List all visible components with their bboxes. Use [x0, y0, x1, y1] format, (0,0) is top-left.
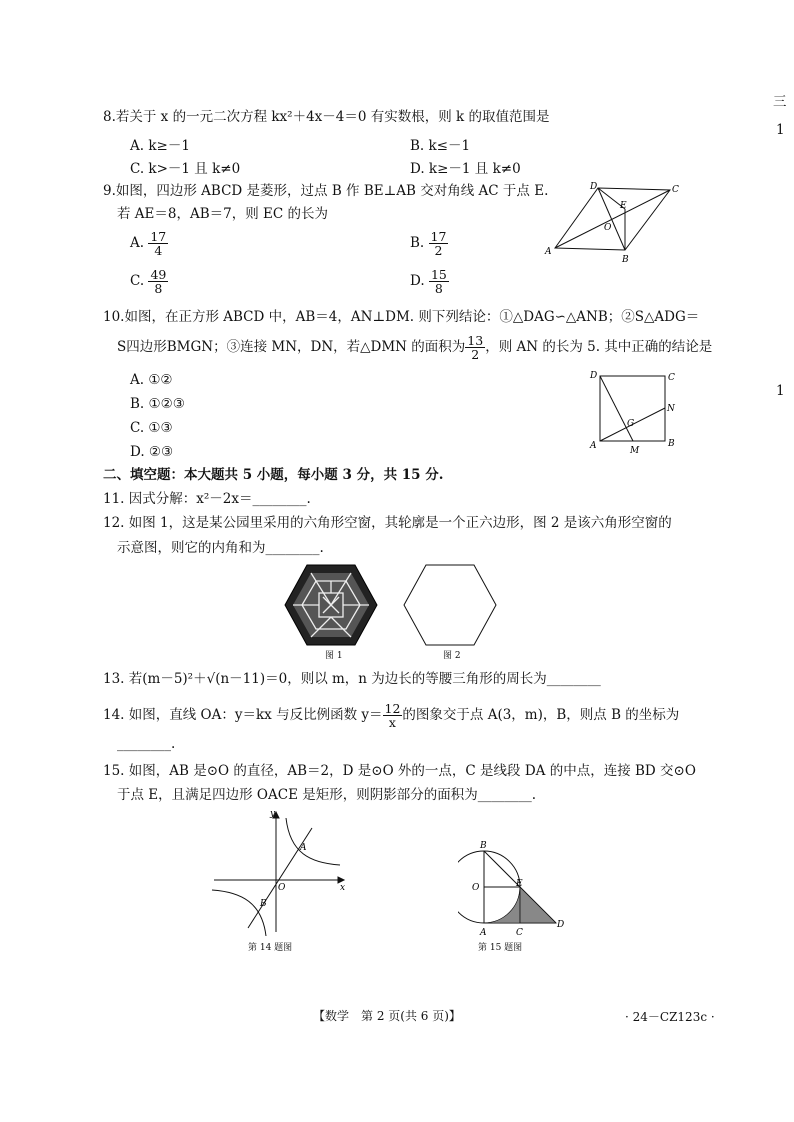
- q14-numerator: 12: [384, 701, 401, 716]
- q9-option-a-letter: A.: [130, 235, 145, 251]
- q14-graph-figure: [210, 808, 350, 936]
- q10-option-a: A. ①②: [130, 372, 173, 388]
- q11-stem: 11. 因式分解：x²－2x＝________.: [103, 491, 311, 507]
- q10-label-a: A: [590, 441, 597, 451]
- q9-option-b: [410, 230, 448, 257]
- q9-option-b-letter: B.: [410, 235, 425, 251]
- q9-option-c: [130, 268, 168, 295]
- q15-label-e: E: [516, 879, 523, 889]
- q12-figure-2-caption: 图 2: [443, 651, 461, 661]
- q14-label-a: A: [300, 843, 307, 853]
- q14-label-x: x: [340, 883, 346, 893]
- page-footer-center: 【数学 第 2 页(共 6 页)】: [313, 1009, 461, 1023]
- q10-stem-line1: 10.如图，在正方形 ABCD 中，AB＝4，AN⊥DM. 则下列结论：①△DAG∽△ANB；②S△ADG＝: [103, 309, 700, 325]
- q10-area-denominator: 2: [471, 347, 480, 362]
- q14-stem-line2: ________.: [117, 736, 176, 752]
- q9-option-a-fraction: [148, 230, 168, 257]
- q13-stem: 13. 若(m－5)²＋√(n－11)＝0，则以 m，n 为边长的等腰三角形的周长为________: [103, 671, 601, 687]
- q9-stem-line2: 若 AE＝8，AB＝7，则 EC 的长为: [117, 206, 329, 222]
- q9-option-a-denominator: 4: [154, 243, 163, 258]
- q8-option-d: D. k≥－1 且 k≠0: [410, 161, 521, 177]
- q10-label-b: B: [668, 439, 675, 449]
- section-2-heading: 二、填空题：本大题共 5 小题，每小题 3 分，共 15 分.: [103, 467, 444, 483]
- q14-label-y: y: [270, 809, 276, 819]
- q15-label-d: D: [557, 920, 565, 930]
- q9-label-a: A: [545, 247, 552, 257]
- q9-label-c: C: [672, 185, 679, 195]
- q15-figure-caption: 第 15 题图: [478, 943, 523, 953]
- margin-char-top: 三: [773, 94, 787, 110]
- q14-figure-caption: 第 14 题图: [248, 943, 293, 953]
- q9-option-c-letter: C.: [130, 273, 145, 289]
- q12-stem-line1: 12. 如图 1，这是某公园里采用的六角形空窗，其轮廓是一个正六边形，图 2 是该六角形空窗的: [103, 515, 672, 531]
- q14-stem-part1: 14. 如图，直线 OA：y＝kx 与反比例函数 y＝: [103, 707, 383, 723]
- q10-label-g: G: [627, 419, 635, 429]
- q9-rhombus-figure: [540, 178, 680, 263]
- q9-option-d-numerator: 15: [430, 267, 447, 282]
- q14-stem-line1: [103, 702, 679, 729]
- q9-option-d-fraction: [429, 268, 449, 295]
- q8-stem: 8.若关于 x 的一元二次方程 kx²＋4x－4＝0 有实数根，则 k 的取值范围是: [103, 109, 550, 125]
- q9-option-b-denominator: 2: [434, 243, 443, 258]
- q9-option-a-numerator: 17: [150, 229, 167, 244]
- q10-area-fraction: [465, 334, 485, 361]
- q10-stem-line2-part1: S四边形BMGN；③连接 MN，DN，若△DMN 的面积为: [117, 339, 466, 355]
- q15-label-b: B: [480, 841, 487, 851]
- q15-label-c: C: [516, 928, 523, 936]
- q10-label-d: D: [590, 371, 598, 381]
- q10-option-c: C. ①③: [130, 420, 173, 436]
- q12-regular-hexagon: [402, 563, 498, 647]
- q9-label-b: B: [622, 255, 629, 263]
- q9-option-d-denominator: 8: [434, 281, 443, 296]
- q9-label-o: O: [604, 223, 612, 233]
- q9-option-c-denominator: 8: [154, 281, 163, 296]
- q9-option-c-fraction: [148, 268, 168, 295]
- q9-option-c-numerator: 49: [150, 267, 167, 282]
- q14-stem-part2: 的图象交于点 A(3，m)，B，则点 B 的坐标为: [402, 707, 680, 723]
- q10-stem-line2-part2: ，则 AN 的长为 5. 其中正确的结论是: [485, 339, 713, 355]
- q9-option-d: [410, 268, 449, 295]
- q12-figure-1-caption: 图 1: [325, 651, 343, 661]
- q10-area-numerator: 13: [467, 333, 484, 348]
- q9-label-d: D: [590, 182, 598, 192]
- q8-option-c: C. k>－1 且 k≠0: [130, 161, 241, 177]
- q15-label-a: A: [480, 928, 487, 936]
- q12-hexagon-window-photo: [283, 563, 379, 647]
- q15-circle-figure: [458, 836, 568, 936]
- q14-label-b: B: [260, 899, 267, 909]
- q14-label-o: O: [278, 883, 286, 893]
- q12-stem-line2: 示意图，则它的内角和为________.: [117, 540, 324, 556]
- q8-option-a: A. k≥－1: [130, 138, 190, 154]
- q8-option-b: B. k≤－1: [410, 138, 471, 154]
- q10-label-m: M: [630, 446, 640, 456]
- q15-stem-line2: 于点 E，且满足四边形 OACE 是矩形，则阴影部分的面积为________.: [117, 787, 537, 803]
- margin-char-lower: 1: [776, 383, 785, 399]
- q10-label-c: C: [668, 373, 675, 383]
- q10-option-b: B. ①②③: [130, 396, 185, 412]
- q10-square-figure: [585, 366, 685, 456]
- q10-label-n: N: [667, 404, 675, 414]
- q14-denominator: x: [388, 715, 396, 730]
- q9-option-b-numerator: 17: [430, 229, 447, 244]
- page-footer-code: · 24－CZ123c ·: [625, 1010, 715, 1024]
- q15-label-o: O: [472, 883, 480, 893]
- q10-option-d: D. ②③: [130, 444, 174, 460]
- q14-function-fraction: [383, 702, 403, 729]
- q10-stem-line2: [117, 334, 712, 361]
- q9-option-d-letter: D.: [410, 273, 425, 289]
- margin-char-mid: 1: [776, 122, 785, 138]
- q9-label-e: E: [620, 201, 627, 211]
- q9-option-b-fraction: [429, 230, 449, 257]
- q15-stem-line1: 15. 如图，AB 是⊙O 的直径，AB＝2，D 是⊙O 外的一点，C 是线段 DA 的中点，连接 BD 交⊙O: [103, 763, 696, 779]
- q9-stem-line1: 9.如图，四边形 ABCD 是菱形，过点 B 作 BE⊥AB 交对角线 AC 于点 E.: [103, 183, 549, 199]
- q9-option-a: [130, 230, 168, 257]
